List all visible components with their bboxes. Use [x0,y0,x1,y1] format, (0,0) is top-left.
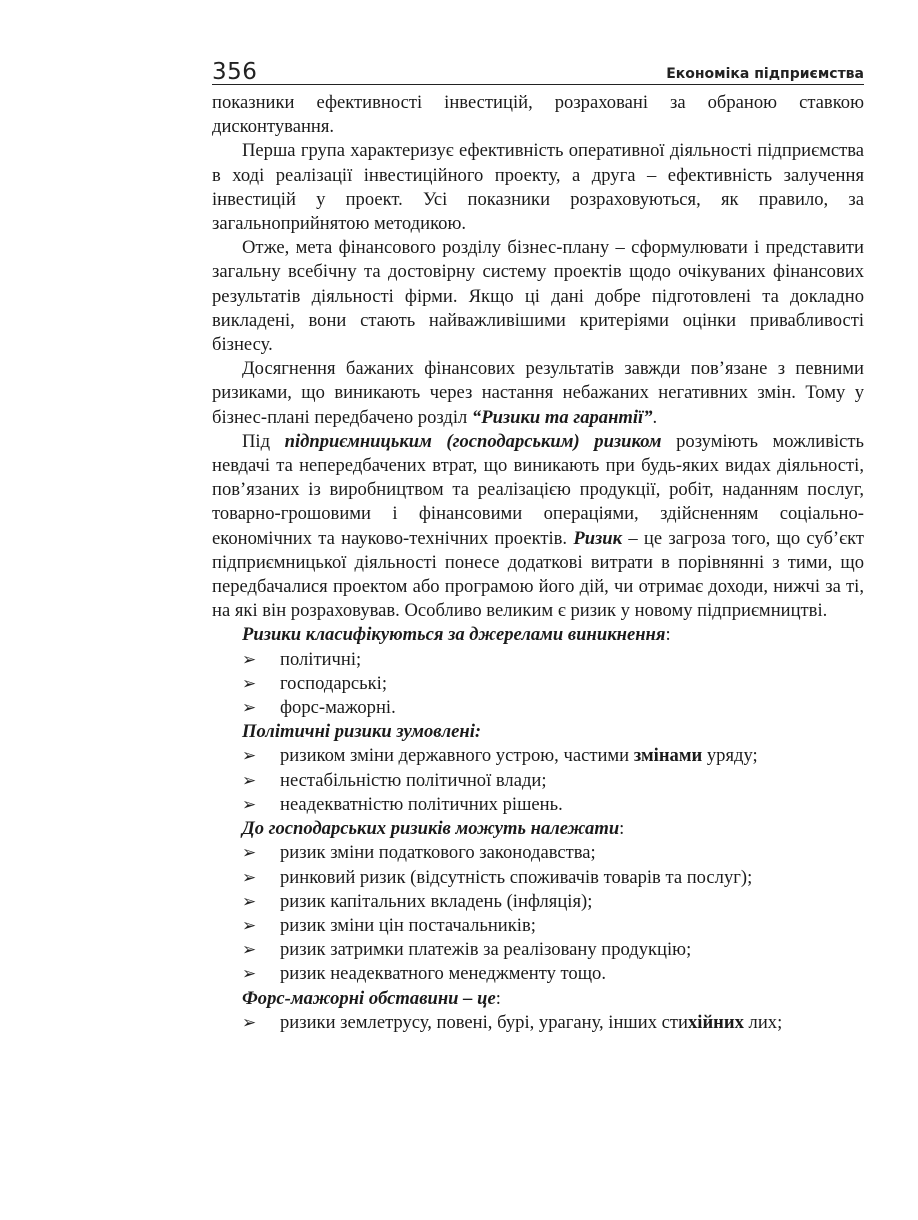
risk-def-end: – це загроза того, що суб’єкт підприємницької діяльності понесе додаткові витрати в порівнянні з тими, що передбачалися проектом або програмою його дій, чи отримає доходи, нижчі за ті, на які він розраховував. Особливо великим є ризик у новому підприємництві. [212,527,864,622]
page-number: 356 [212,59,258,85]
arrow-bullet-icon: ➢ [242,794,257,815]
list-item: ➢ господарські; [242,672,864,696]
political-list [212,744,864,817]
page-header [212,58,864,85]
section-heading-economic: До господарських ризиків можуть належати: [242,818,625,840]
book-page [212,58,864,1035]
arrow-bullet-icon: ➢ [242,891,257,912]
paragraph-risks-intro [212,357,864,430]
arrow-bullet-icon: ➢ [242,915,257,936]
list-item: ➢ нестабільністю політичної влади; [242,769,864,793]
section-heading-political: Політичні ризики зумовлені: [242,721,482,743]
list-item: ➢ неадекватністю політичних рішень. [242,793,864,817]
entrepreneurial-risk-term: підприємницьким (господарським) ризиком [284,430,662,452]
section-heading-force-majeure: Форс-мажорні обставини – це: [242,987,501,1009]
risks-intro-end: . [652,406,658,428]
paragraph-first-group: Перша група характеризує ефективність оперативної діяльності підприємства в ході реалізації інвестиційного проекту, а друга – ефективність залучення інвестицій у проект. Усі показники розраховуються, як правило, за загальноприйнятою методикою. [212,140,864,235]
list-item: ➢ ризик зміни податкового законодавства; [242,841,864,865]
arrow-bullet-icon: ➢ [242,843,257,864]
force-majeure-list [212,1011,864,1035]
classification-list [212,648,864,721]
arrow-bullet-icon: ➢ [242,940,257,961]
risk-def-middle: розуміють можливість невдачі та непередбачених втрат, що виникають при будь-яких видах діяльності, пов’язаних із виробництвом та реалізацією продукції, робіт, наданням послуг, товарно-грошовими і фінансовими операціями, здійсненням соціально-економічних та науково-технічних проектів. [212,430,864,549]
paragraph-financial-section: Отже, мета фінансового розділу бізнес-плану – сформулювати і представити загальну всебічну та достовірну систему проектів щодо очікуваних фінансових результатів діяльності фірми. Якщо ці дані добре підготовлені та докладно викладені, вони стають найважливішими критеріями оцінки привабливості бізнесу. [212,237,864,356]
list-item: ➢ форс-мажорні. [242,696,864,720]
list-item: ➢ ринковий ризик (відсутність споживачів товарів та послуг); [242,866,864,890]
arrow-bullet-icon: ➢ [242,867,257,888]
section-heading-classification: Ризики класифікуються за джерелами виникнення: [242,624,671,646]
list-item: ➢ політичні; [242,648,864,672]
economic-list [212,841,864,986]
arrow-bullet-icon: ➢ [242,1012,257,1033]
list-item: ➢ ризик капітальних вкладень (інфляція); [242,890,864,914]
risks-intro-text: Досягнення бажаних фінансових результатів завжди пов’язане з певними ризиками, що виникають через настання небажаних негативних змін. Тому у бізнес-плані передбачено розділ [212,358,864,428]
risks-guarantees-term: “Ризики та гарантії” [471,406,653,428]
risk-term: Ризик [573,527,623,549]
paragraph-continued: показники ефективності інвестицій, розраховані за обраною ставкою дисконтування. [212,92,864,138]
arrow-bullet-icon: ➢ [242,770,257,791]
list-item: ➢ ризики землетрусу, повені, бурі, урагану, інших стихійних лих; [242,1011,864,1035]
arrow-bullet-icon: ➢ [242,698,257,719]
arrow-bullet-icon: ➢ [242,746,257,767]
list-item: ➢ ризик затримки платежів за реалізовану продукцію; [242,938,864,962]
list-item: ➢ ризик неадекватного менеджменту тощо. [242,962,864,986]
arrow-bullet-icon: ➢ [242,649,257,670]
running-title: Економіка підприємства [666,66,864,82]
list-item: ➢ ризик зміни цін постачальників; [242,914,864,938]
paragraph-risk-definition [212,430,864,624]
arrow-bullet-icon: ➢ [242,673,257,694]
risk-def-start: Під [242,430,285,452]
arrow-bullet-icon: ➢ [242,964,257,985]
list-item: ➢ ризиком зміни державного устрою, частими змінами уряду; [242,744,864,768]
